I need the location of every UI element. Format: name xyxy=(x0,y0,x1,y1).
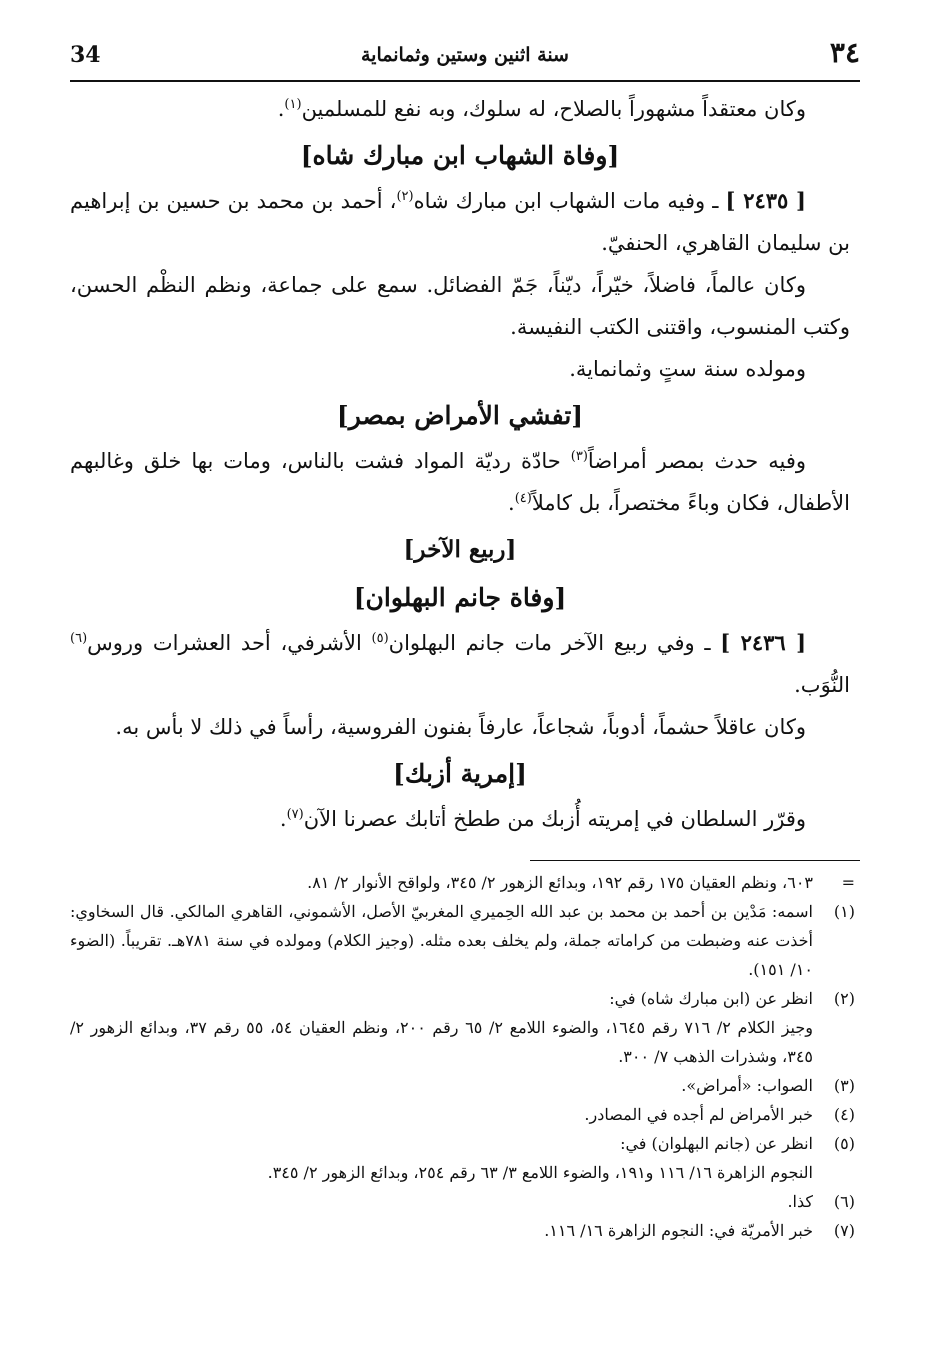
footnote-ref: (٥) xyxy=(371,631,389,646)
footnote-ref: (١) xyxy=(284,97,302,112)
text: وقرّر السلطان في إمريته أُزبك من ططخ أتابك عصرنا الآن xyxy=(303,807,806,831)
footnote xyxy=(70,1071,855,1100)
footnote-text: ٦٠٣، ونظم العقيان ١٧٥ رقم ١٩٢، وبدائع الزهور ٢/ ٣٤٥، ولواقح الأنوار ٢/ ٨١. xyxy=(307,873,813,892)
footnote-key: (٦) xyxy=(833,1192,855,1211)
paragraph xyxy=(70,88,850,130)
footnote xyxy=(70,1158,855,1187)
paragraph xyxy=(70,440,850,524)
footnote-text: انظر عن (ابن مبارك شاه) في: xyxy=(609,989,813,1008)
entry-paragraph xyxy=(70,622,850,706)
footnote-ref: (٤) xyxy=(514,491,532,506)
footnote-text: انظر عن (جانم البهلوان) في: xyxy=(620,1134,813,1153)
footnote-key: (٤) xyxy=(833,1105,855,1124)
footnote-key: (٧) xyxy=(833,1221,855,1240)
footnote-text: كذا. xyxy=(787,1192,813,1211)
footnote xyxy=(70,1187,855,1216)
section-heading: [وفاة جانم البهلوان] xyxy=(353,583,567,612)
running-title: سنة اثنين وستين وثمانماية xyxy=(361,44,569,66)
footnote-ref: (٣) xyxy=(570,449,588,464)
entry-paragraph xyxy=(70,180,850,264)
text: النُّوَب. xyxy=(794,673,850,697)
text: الأشرفي، أحد العشرات وروس xyxy=(87,631,372,655)
text: ، أحمد بن محمد بن حسين بن إبراهيم بن سليمان القاهري، الحنفيّ. xyxy=(70,189,850,255)
text: وكان معتقداً مشهوراً بالصلاح، له سلوك، وبه نفع للمسلمين xyxy=(301,97,806,121)
page-header xyxy=(70,36,860,76)
entry-number: [ ٢٤٣٦ ] xyxy=(720,630,807,655)
text: . xyxy=(277,97,285,121)
footnote-key: = xyxy=(841,873,855,892)
footnote-key xyxy=(813,1158,855,1187)
paragraph xyxy=(70,798,850,840)
footnote-key: (٣) xyxy=(833,1076,855,1095)
paragraph: ومولده سنة ستٍ وثمانماية. xyxy=(569,357,806,381)
footnote-text: الصواب: «أمراض». xyxy=(681,1076,813,1095)
entry-number: [ ٢٤٣٥ ] xyxy=(725,188,806,213)
footnote-text: خبر الأمريّة في: النجوم الزاهرة ١٦/ ١١٦. xyxy=(544,1221,813,1240)
footnote xyxy=(70,868,855,897)
text: . xyxy=(508,491,515,515)
footnote-text: اسمه: مَدْين بن أحمد بن محمد بن عبد الله الحِميري المغربيّ الأصل، الأشموني، القاهري المالكي. قال السخاوي: أخذت عنه وضبطت من كراماته جملة، ولم يخلف بعده مثله. (وجيز الكلام) ومولده في سنة ٧٨١هـ. تقريباً. (الضوء ١٠/ ١٥١). xyxy=(70,902,813,979)
text: وفيه حدث بمصر أمراضاً xyxy=(587,449,806,473)
footnote xyxy=(70,1129,855,1158)
footnote-key: (١) xyxy=(833,902,855,921)
section-heading: [إمرية أزبك] xyxy=(393,759,527,788)
footnote-text: وجيز الكلام ٢/ ٧١٦ رقم ١٦٤٥، والضوء اللامع ٢/ ٦٥ رقم ٢٠٠، ونظم العقيان ٥٤، ٥٥ رقم ٣٧، وبدائع الزهور ٢/ ٣٤٥، وشذرات الذهب ٧/ ٣٠٠. xyxy=(70,1018,814,1066)
footnote-ref: (٧) xyxy=(286,807,304,822)
footnote xyxy=(70,1013,855,1071)
footnote-ref: (٦) xyxy=(70,631,88,646)
text: حادّة رديّة المواد فشت بالناس، ومات بها خلق وغالبهم الأطفال، فكان وباءً مختصراً، بل كاملاً xyxy=(70,449,850,515)
footnote xyxy=(70,984,855,1013)
footnote-key: (٢) xyxy=(833,989,855,1008)
footnote-rule xyxy=(530,860,860,861)
footnote-text: النجوم الزاهرة ١٦/ ١١٦ و١٩١، والضوء اللامع ٣/ ٦٣ رقم ٢٥٤، وبدائع الزهور ٢/ ٣٤٥. xyxy=(267,1163,813,1182)
month-heading: [ربيع الآخر] xyxy=(403,536,517,563)
page-number-latin: 34 xyxy=(70,42,101,68)
footnote xyxy=(70,897,855,984)
header-rule xyxy=(70,80,860,82)
paragraph: وكان عاقلاً حشماً، أدوباً، شجاعاً، عارفاً بفنون الفروسية، رأساً في ذلك لا بأس به. xyxy=(115,715,806,739)
page-number-arabic: ٣٤ xyxy=(829,36,860,69)
footnote-ref: (٢) xyxy=(396,189,414,204)
text: ـ وفي ربيع الآخر مات جانم البهلوان xyxy=(388,631,721,655)
text: ـ وفيه مات الشهاب ابن مبارك شاه xyxy=(413,189,726,213)
text: . xyxy=(279,807,287,831)
section-heading: [وفاة الشهاب ابن مبارك شاه] xyxy=(300,141,620,170)
section-heading: [تفشي الأمراض بمصر] xyxy=(336,401,584,430)
footnote xyxy=(70,1216,855,1245)
paragraph: وكان عالماً، فاضلاً، خيّراً، ديّناً، جَمّ الفضائل. سمع على جماعة، ونظم النظْم الحسن، وكتب المنسوب، واقتنى الكتب النفيسة. xyxy=(70,273,850,339)
footnote-key xyxy=(813,1013,855,1071)
footnote-key: (٥) xyxy=(833,1134,855,1153)
footnote xyxy=(70,1100,855,1129)
main-text xyxy=(70,88,850,840)
footnotes xyxy=(70,868,855,1245)
footnote-text: خبر الأمراض لم أجده في المصادر. xyxy=(584,1105,813,1124)
